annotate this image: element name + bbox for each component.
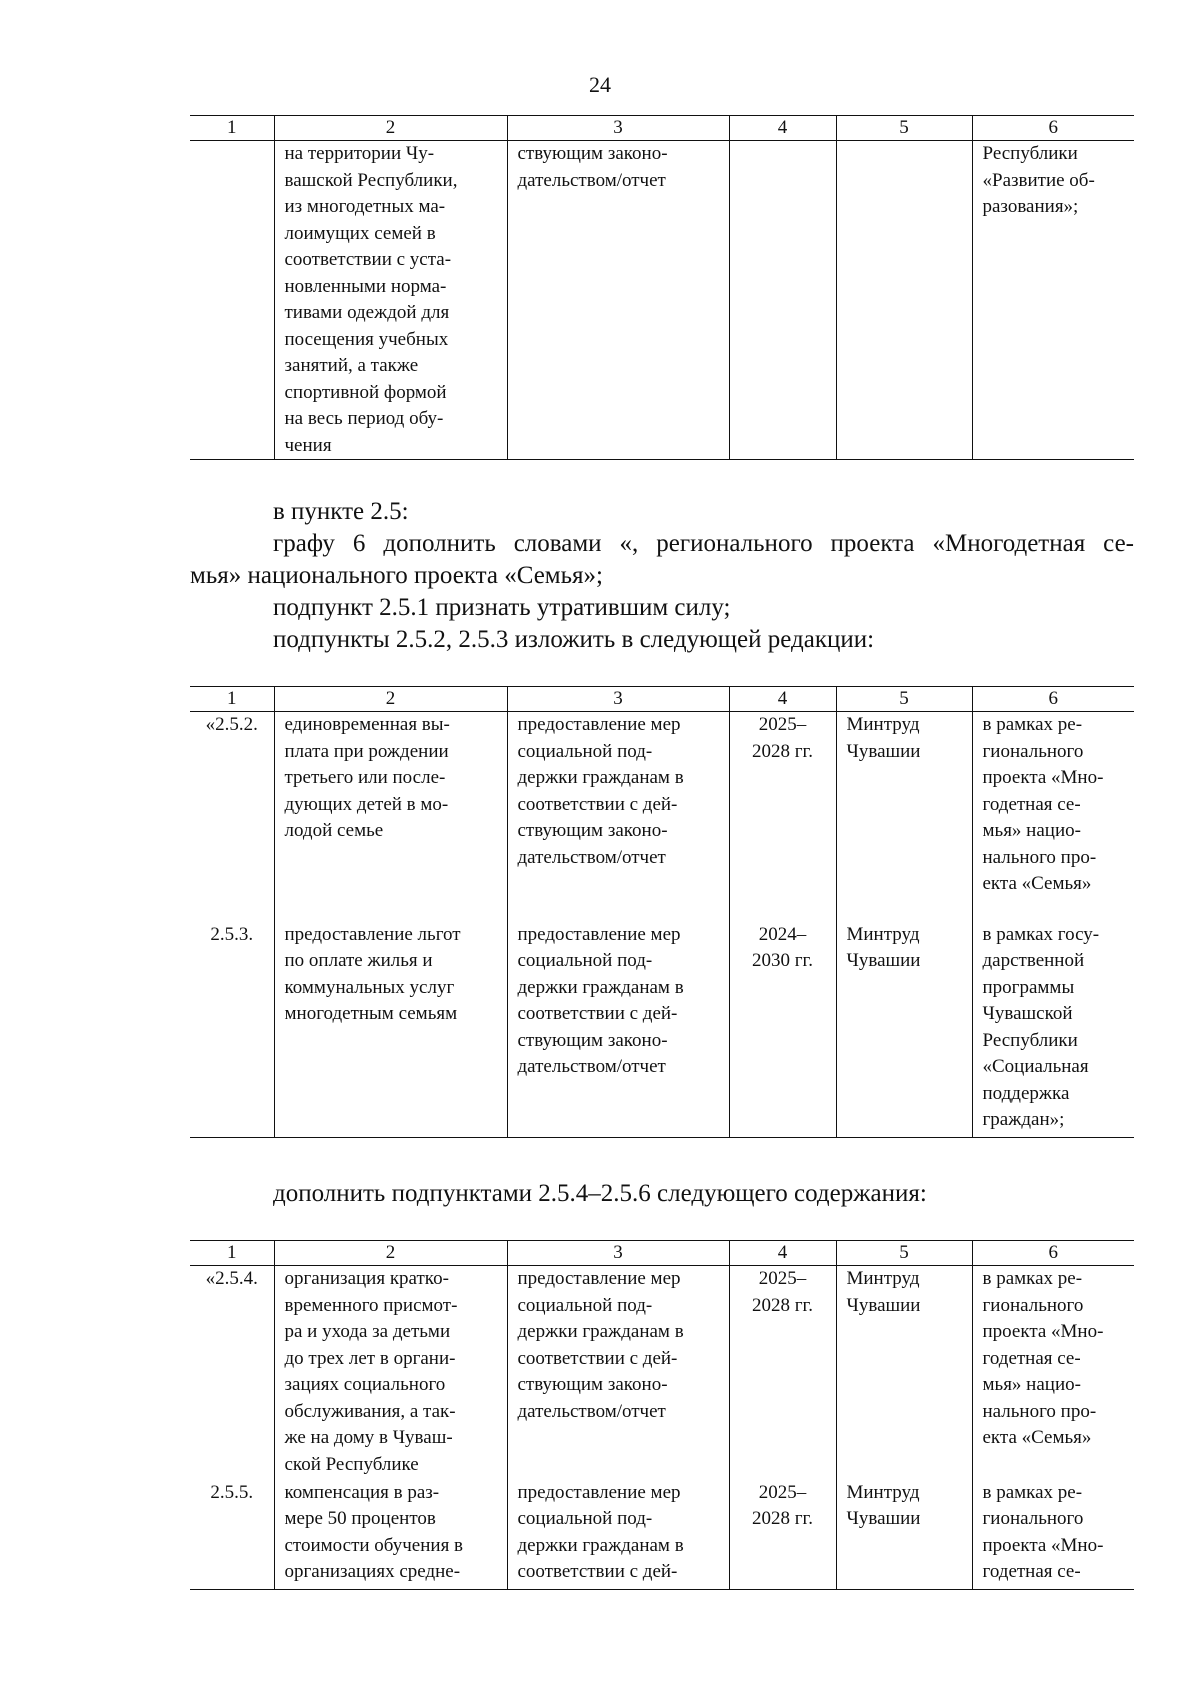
column-header: 6 bbox=[972, 116, 1134, 141]
measure-name-cell: предоставление льгот по оплате жилья и коммунальных услуг многодетным семьям bbox=[274, 922, 507, 1138]
table-row bbox=[190, 712, 1134, 922]
result-cell: ствующим законо- дательством/отчет bbox=[507, 141, 729, 460]
period-cell: 2024– 2030 гг. bbox=[729, 922, 836, 1138]
column-header: 2 bbox=[274, 1241, 507, 1266]
result-cell: предоставление мер социальной под- держки гражданам в соответствии с дей- ствующим законо- дательством/отчет bbox=[507, 1266, 729, 1480]
column-header: 3 bbox=[507, 1241, 729, 1266]
program-cell: в рамках госу- дарственной программы Чувашской Республики «Социальная поддержка граждан»; bbox=[972, 922, 1134, 1138]
table-row bbox=[190, 1480, 1134, 1590]
result-cell: предоставление мер социальной под- держки гражданам в соответствии с дей- ствующим законо- дательством/отчет bbox=[507, 712, 729, 922]
paragraph: мья» национального проекта «Семья»; bbox=[190, 562, 603, 589]
table-row bbox=[190, 922, 1134, 1138]
column-header: 1 bbox=[190, 687, 274, 712]
paragraph: подпункты 2.5.2, 2.5.3 изложить в следующей редакции: bbox=[273, 626, 875, 653]
table-3 bbox=[190, 1240, 1134, 1590]
program-cell: Республики «Развитие об- разования»; bbox=[972, 141, 1134, 460]
column-header: 4 bbox=[729, 687, 836, 712]
table-2 bbox=[190, 686, 1134, 1138]
program-cell: в рамках ре- гионального проекта «Мно- годетная се- мья» нацио- нального про- екта «Семья» bbox=[972, 712, 1134, 922]
responsible-cell: Минтруд Чувашии bbox=[836, 1266, 972, 1480]
measure-name-cell: единовременная вы- плата при рождении третьего или после- дующих детей в мо- лодой семье bbox=[274, 712, 507, 922]
table-header-row bbox=[190, 687, 1134, 712]
responsible-cell: Минтруд Чувашии bbox=[836, 1480, 972, 1590]
program-cell: в рамках ре- гионального проекта «Мно- годетная се- bbox=[972, 1480, 1134, 1590]
column-header: 1 bbox=[190, 1241, 274, 1266]
table-header-row bbox=[190, 1241, 1134, 1266]
paragraph: в пункте 2.5: bbox=[273, 498, 409, 525]
row-number-cell: «2.5.2. bbox=[190, 712, 274, 922]
row-number-cell: 2.5.5. bbox=[190, 1480, 274, 1590]
paragraph: графу 6 дополнить словами «, регионального проекта «Многодетная се- bbox=[273, 530, 1134, 557]
program-cell: в рамках ре- гионального проекта «Мно- годетная се- мья» нацио- нального про- екта «Семья» bbox=[972, 1266, 1134, 1480]
responsible-cell bbox=[836, 141, 972, 460]
column-header: 1 bbox=[190, 116, 274, 141]
result-cell: предоставление мер социальной под- держки гражданам в соответствии с дей- bbox=[507, 1480, 729, 1590]
column-header: 5 bbox=[836, 1241, 972, 1266]
measure-name-cell: на территории Чу- вашской Республики, из многодетных ма- лоимущих семей в соответствии с уста- новленными норма- тивами одеждой для посещения учебных занятий, а также спортивной формой на весь период обу- чения bbox=[274, 141, 507, 460]
paragraph: подпункт 2.5.1 признать утратившим силу; bbox=[273, 594, 731, 621]
table-row bbox=[190, 1266, 1134, 1480]
paragraph: дополнить подпунктами 2.5.4–2.5.6 следующего содержания: bbox=[273, 1180, 927, 1207]
measure-name-cell: компенсация в раз- мере 50 процентов стоимости обучения в организациях средне- bbox=[274, 1480, 507, 1590]
responsible-cell: Минтруд Чувашии bbox=[836, 712, 972, 922]
column-header: 5 bbox=[836, 116, 972, 141]
row-number-cell bbox=[190, 141, 274, 460]
column-header: 3 bbox=[507, 116, 729, 141]
period-cell: 2025– 2028 гг. bbox=[729, 1480, 836, 1590]
column-header: 2 bbox=[274, 687, 507, 712]
result-cell: предоставление мер социальной под- держки гражданам в соответствии с дей- ствующим законо- дательством/отчет bbox=[507, 922, 729, 1138]
column-header: 6 bbox=[972, 1241, 1134, 1266]
table-header-row bbox=[190, 116, 1134, 141]
responsible-cell: Минтруд Чувашии bbox=[836, 922, 972, 1138]
row-number-cell: 2.5.3. bbox=[190, 922, 274, 1138]
table-row bbox=[190, 141, 1134, 460]
column-header: 2 bbox=[274, 116, 507, 141]
column-header: 6 bbox=[972, 687, 1134, 712]
page-number: 24 bbox=[589, 72, 611, 97]
measure-name-cell: организация кратко- временного присмот- ра и ухода за детьми до трех лет в органи- зациях социального обслуживания, а так- же на дому в Чуваш- ской Республике bbox=[274, 1266, 507, 1480]
column-header: 4 bbox=[729, 116, 836, 141]
period-cell: 2025– 2028 гг. bbox=[729, 1266, 836, 1480]
column-header: 3 bbox=[507, 687, 729, 712]
period-cell bbox=[729, 141, 836, 460]
column-header: 5 bbox=[836, 687, 972, 712]
table-1 bbox=[190, 115, 1134, 460]
row-number-cell: «2.5.4. bbox=[190, 1266, 274, 1480]
column-header: 4 bbox=[729, 1241, 836, 1266]
period-cell: 2025– 2028 гг. bbox=[729, 712, 836, 922]
